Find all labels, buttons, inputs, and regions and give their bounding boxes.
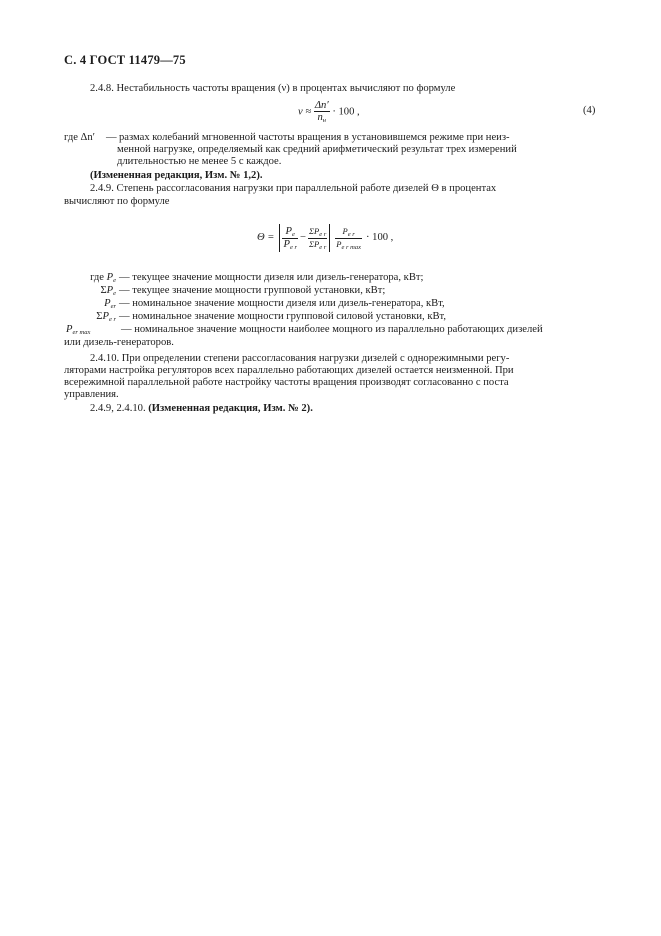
fraction-1-numerator	[282, 226, 298, 239]
formula-theta-fraction-1	[282, 226, 298, 251]
formula-theta	[257, 224, 393, 252]
abs-bar-left	[279, 224, 280, 252]
definition-symbol	[64, 272, 116, 285]
formula-4-lhs: ν ≈	[298, 106, 312, 118]
paragraph-2-4-10-line2: ляторами настройка регуляторов всех параллельно работающих дизелей остается неизменной. При	[64, 365, 514, 376]
definition-sym: P	[106, 272, 114, 283]
definition-prefix: где	[90, 272, 107, 283]
formula-4-number: (4)	[583, 105, 596, 116]
revision-note-2-prefix: 2.4.9, 2.4.10.	[90, 403, 146, 414]
abs-bar-right	[329, 224, 330, 252]
where-dn-dash: —	[106, 132, 117, 143]
page-header: С. 4 ГОСТ 11479—75	[64, 53, 186, 67]
definition-prefix: Σ	[96, 311, 103, 322]
definition-sym: P	[106, 285, 114, 296]
formula-theta-lhs: Θ =	[257, 232, 275, 243]
formula-4	[298, 100, 360, 124]
revision-note-1: (Измененная редакция, Изм. № 1,2).	[90, 170, 263, 181]
where-dn-line1: размах колебаний мгновенной частоты вращения в установившемся режиме при неиз-	[119, 132, 510, 143]
f3-den-sym: P	[336, 238, 342, 249]
definition-text: — номинальное значение мощности наиболее мощного из параллельно работающих дизелей	[121, 324, 543, 335]
formula-4-denominator	[314, 112, 330, 124]
definition-sym: P	[102, 311, 109, 322]
definition-prefix: Σ	[100, 285, 107, 296]
definition-row	[64, 272, 604, 285]
fraction-3-numerator	[335, 226, 362, 239]
definition-symbol	[64, 285, 116, 298]
fraction-1-denominator	[282, 239, 298, 251]
revision-note-2	[90, 403, 313, 415]
where-dn-line2: менной нагрузке, определяемый как средний арифметический результат трех измерений	[117, 144, 517, 155]
definition-row	[64, 298, 604, 311]
definition-sub: er max	[72, 329, 91, 336]
f3-den-sub: e r max	[341, 243, 361, 251]
f3-num-sym: P	[342, 225, 348, 236]
formula-4-numerator: Δn′	[314, 100, 329, 111]
definition-row	[64, 285, 604, 298]
definition-text: — текущее значение мощности дизеля или дизель-генератора, кВт;	[119, 272, 424, 283]
f1-num-sub: e	[292, 230, 295, 238]
fraction-2-numerator	[308, 226, 327, 239]
f2-den-sub: e r	[319, 243, 327, 251]
where-dn-line3: длительностью не менее 5 с каждое.	[117, 156, 282, 167]
f1-den-sub: e r	[289, 243, 297, 251]
definitions-tail: или дизель-генераторов.	[64, 337, 174, 348]
definition-sym: P	[104, 298, 111, 309]
definition-sub: e r	[108, 316, 116, 323]
formula-theta-tail: · 100 ,	[365, 232, 394, 243]
definition-text: — текущее значение мощности групповой установки, кВт;	[119, 285, 386, 296]
f2-num-sub: e r	[319, 230, 327, 238]
definition-sym: P	[66, 324, 73, 335]
formula-theta-fraction-3	[335, 226, 362, 251]
f2-num-sym: ΣP	[308, 225, 320, 236]
definition-sub: e	[113, 290, 116, 297]
definitions-list	[64, 272, 604, 348]
formula-4-tail: · 100 ,	[332, 106, 360, 118]
formula-theta-minus: −	[299, 232, 306, 243]
where-dn-symbol: где Δn′	[64, 132, 95, 143]
formula-4-fraction	[314, 100, 330, 124]
formula-theta-fraction-2	[308, 226, 327, 251]
f3-num-sub: e r	[347, 230, 355, 238]
definition-row	[64, 324, 604, 337]
paragraph-2-4-9-line2: вычисляют по формуле	[64, 196, 170, 207]
definition-text: — номинальное значение мощности групповой силовой установки, кВт,	[119, 311, 447, 322]
f1-den-sym: P	[283, 238, 290, 250]
definition-text: — номинальное значение мощности дизеля или дизель-генератора, кВт,	[119, 298, 445, 309]
fraction-2-denominator	[308, 239, 327, 251]
definition-row	[64, 311, 604, 324]
paragraph-2-4-10-line4: управления.	[64, 389, 119, 400]
formula-4-den-sym: n	[317, 112, 323, 123]
definition-symbol	[64, 298, 116, 311]
paragraph-2-4-9-line1: 2.4.9. Степень рассогласования нагрузки при параллельной работе дизелей Θ в процентах	[90, 183, 497, 194]
fraction-3-denominator	[335, 239, 362, 251]
paragraph-2-4-10	[64, 353, 598, 401]
definition-sub: er	[110, 303, 116, 310]
f2-den-sym: ΣP	[308, 238, 320, 249]
definition-symbol	[64, 311, 116, 324]
where-dn-definition	[117, 132, 598, 168]
definition-sub: e	[113, 277, 116, 284]
definition-symbol	[64, 324, 118, 337]
paragraph-2-4-10-line1: 2.4.10. При определении степени рассогласования нагрузки дизелей с однорежимными регу-	[90, 353, 510, 364]
formula-4-den-sub: н	[322, 117, 327, 124]
paragraph-2-4-8: 2.4.8. Нестабильность частоты вращения (ν) в процентах вычисляют по формуле	[90, 83, 456, 94]
revision-note-2-bold: (Измененная редакция, Изм. № 2).	[148, 403, 313, 414]
f1-num-sym: P	[285, 225, 293, 237]
paragraph-2-4-10-line3: всережимной параллельной работе настройку частоты вращения производят согласованно с поста	[64, 377, 509, 388]
